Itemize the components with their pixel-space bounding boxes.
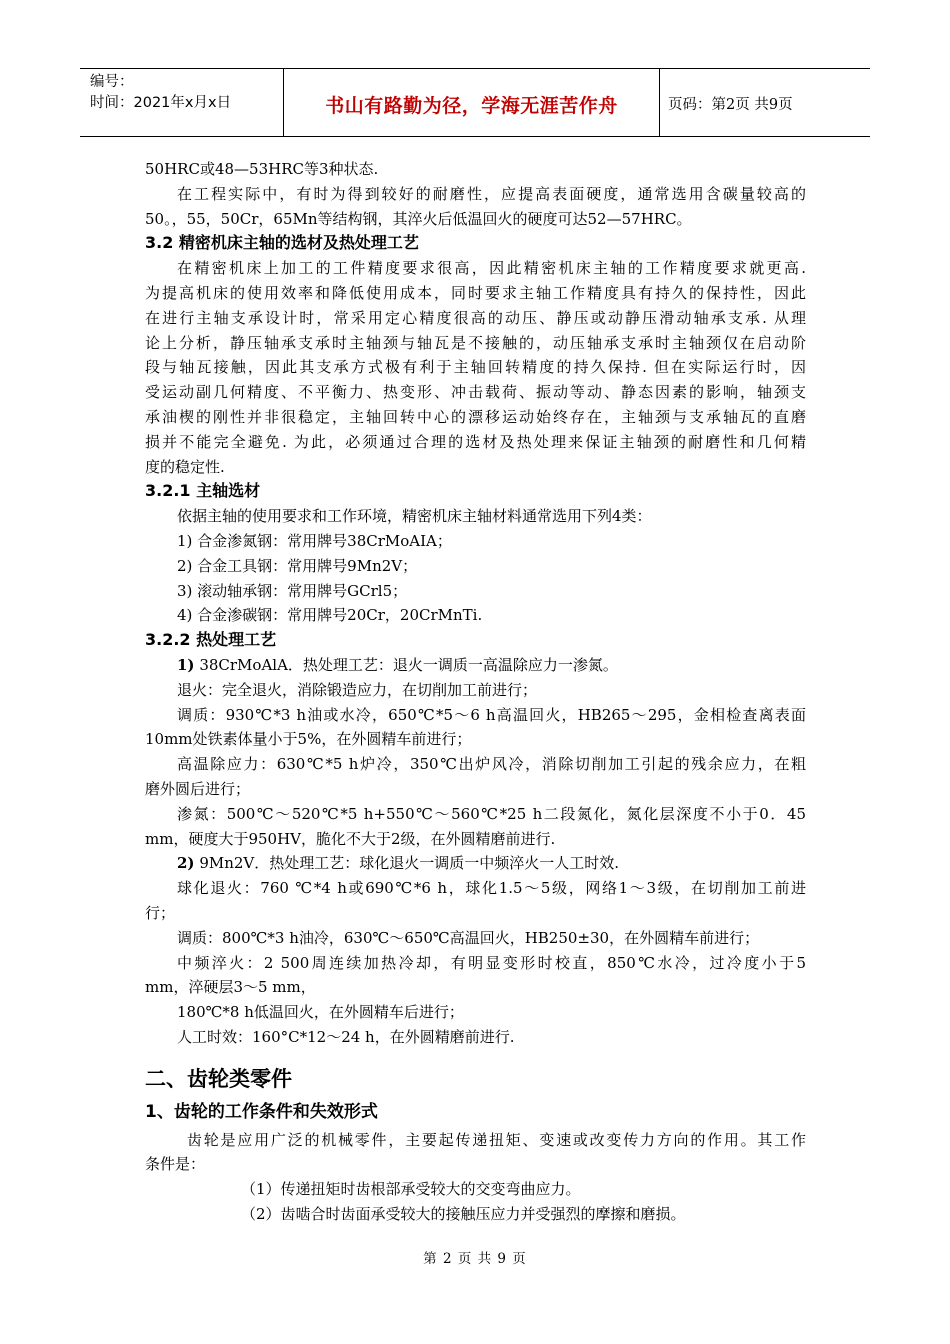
paragraph-line: 中频淬火：2 500周连续加热冷却，有明显变形时校直，850℃水冷，过冷度小于5 (177, 953, 806, 972)
section-heading-3-2-2: 3.2.2 热处理工艺 (145, 630, 277, 650)
page-header (80, 68, 870, 137)
page-total: 9 (768, 97, 779, 113)
paragraph-line: 高温除应力：630℃*5 h炉冷，350℃出炉风冷，消除切削加工引起的残余应力，在粗 (177, 755, 806, 774)
header-page-info (660, 69, 870, 136)
paragraph-line: 50。，55，50Cr，65Mn等结构钢，其淬火后低温回火的硬度可达52—57HRC。 (145, 209, 692, 228)
paragraph-line: 180℃*8 h低温回火，在外圆精车后进行； (177, 1003, 464, 1022)
paragraph-line: 论上分析，静压轴承支承时主轴颈与轴瓦是不接触的，动压轴承支承时主轴颈仅在启动阶 (145, 333, 806, 352)
paragraph-line: 人工时效：160°C*12～24 h，在外圆精磨前进行. (177, 1027, 515, 1046)
header-number-label: 编号： (90, 74, 134, 90)
page-mid: 页 共 (735, 97, 769, 113)
paragraph-line: 受运动副几何精度、不平衡力、热变形、冲击载荷、振动等动、静态因素的影响，轴颈支 (145, 383, 806, 402)
paragraph-line: 度的稳定性. (145, 457, 225, 476)
header-date-label: 时间：2021年x月x日 (90, 95, 232, 111)
process-text: 9Mn2V．热处理工艺：球化退火一调质一中频淬火一人工时效. (194, 854, 620, 873)
paragraph-line: 球化退火：760 ℃*4 h或690℃*6 h，球化1.5～5级，网络1～3级，在切削加工前进 (177, 879, 806, 898)
page-end: 页 (778, 97, 793, 113)
paragraph-line: 在工程实际中，有时为得到较好的耐磨性，应提高表面硬度，通常选用含碳量较高的 (177, 184, 806, 203)
page-number: 2 (726, 97, 736, 113)
chapter-heading-gears: 二、齿轮类零件 (145, 1066, 292, 1091)
section-heading-gear-conditions: 1、齿轮的工作条件和失效形式 (145, 1101, 378, 1122)
paragraph-line: 50HRC或48—53HRC等3种状态. (145, 160, 379, 178)
header-motto-cell (283, 69, 660, 136)
paragraph-line: 磨外圆后进行； (145, 779, 251, 798)
paragraph-line: 为提高机床的使用效率和降低使用成本，同时要求主轴工作精度具有持久的保持性，因此 (145, 283, 806, 302)
process-text: 38CrMoAlA．热处理工艺：退火一调质一高温除应力一渗氮。 (194, 655, 618, 674)
paragraph-line: 调质：930℃*3 h油或水冷，650℃*5～6 h高温回火，HB265～295，金相检查离表面 (177, 705, 806, 724)
list-item: 3) 滚动轴承钢：常用牌号GCrl5； (177, 581, 408, 600)
paragraph-line: 齿轮是应用广泛的机械零件，主要起传递扭矩、变速或改变传力方向的作用。其工作 (187, 1130, 806, 1149)
condition-item: （1）传递扭矩时齿根部承受较大的交变弯曲应力。 (241, 1180, 581, 1199)
process-number: 2) (177, 854, 195, 873)
page-footer: 第 2 页 共 9 页 (423, 1251, 527, 1267)
paragraph-line: 调质：800℃*3 h油冷，630℃～650℃高温回火，HB250±30，在外圆精车前进行； (177, 928, 760, 947)
condition-item: （2）齿啮合时齿面承受较大的接触压应力并受强烈的摩擦和磨损。 (241, 1205, 686, 1224)
paragraph-line: 段与轴瓦接触，因此其支承方式极有利于主轴回转精度的持久保持. 但在实际运行时，因 (145, 358, 806, 377)
paragraph-line: 承油楔的刚性并非很稳定，主轴回转中心的漂移运动始终存在，主轴颈与支承轴瓦的直磨 (145, 407, 806, 426)
document-body (145, 157, 806, 1227)
paragraph-line: 条件是： (145, 1155, 206, 1174)
paragraph-line: 退火：完全退火，消除锻造应力，在切削加工前进行； (177, 680, 538, 699)
page-label: 页码：第 (668, 97, 726, 113)
paragraph-line: 在进行主轴支承设计时，常采用定心精度很高的动压、静压或动静压滑动轴承支承. 从理 (145, 308, 806, 327)
header-meta (80, 69, 283, 136)
header-motto: 书山有路勤为径，学海无涯苦作舟 (325, 95, 618, 117)
process-number: 1) (177, 655, 195, 674)
list-item: 4) 合金渗碳钢：常用牌号20Cr，20CrMnTi. (177, 606, 483, 625)
paragraph-line: 损并不能完全避免. 为此，必须通过合理的选材及热处理来保证主轴颈的耐磨性和几何精 (145, 432, 806, 451)
section-heading-3-2: 3.2 精密机床主轴的选材及热处理工艺 (145, 233, 419, 253)
process-item-2 (145, 851, 806, 876)
list-item: 1) 合金渗氮钢：常用牌号38CrMoAIA； (177, 531, 452, 550)
paragraph-line: 行； (145, 903, 176, 922)
section-heading-3-2-1: 3.2.1 主轴选材 (145, 481, 261, 501)
paragraph-line: 10mm处铁素体量小于5%，在外圆精车前进行； (145, 730, 472, 749)
paragraph-line: 渗氮：500℃～520℃*5 h+550℃～560℃*25 h二段氮化，氮化层深度不小于0．45 (177, 804, 806, 823)
paragraph-line: mm，硬度大于950HV，脆化不大于2级，在外圆精磨前进行. (145, 829, 556, 848)
process-item-1 (145, 653, 806, 678)
paragraph-line: 依据主轴的使用要求和工作环境，精密机床主轴材料通常选用下列4类： (177, 507, 652, 526)
list-item: 2) 合金工具钢：常用牌号9Mn2V； (177, 556, 418, 575)
paragraph-line: mm，淬硬层3～5 mm， (145, 978, 316, 997)
paragraph-line: 在精密机床上加工的工件精度要求很高，因此精密机床主轴的工作精度要求就更高. (177, 259, 806, 278)
